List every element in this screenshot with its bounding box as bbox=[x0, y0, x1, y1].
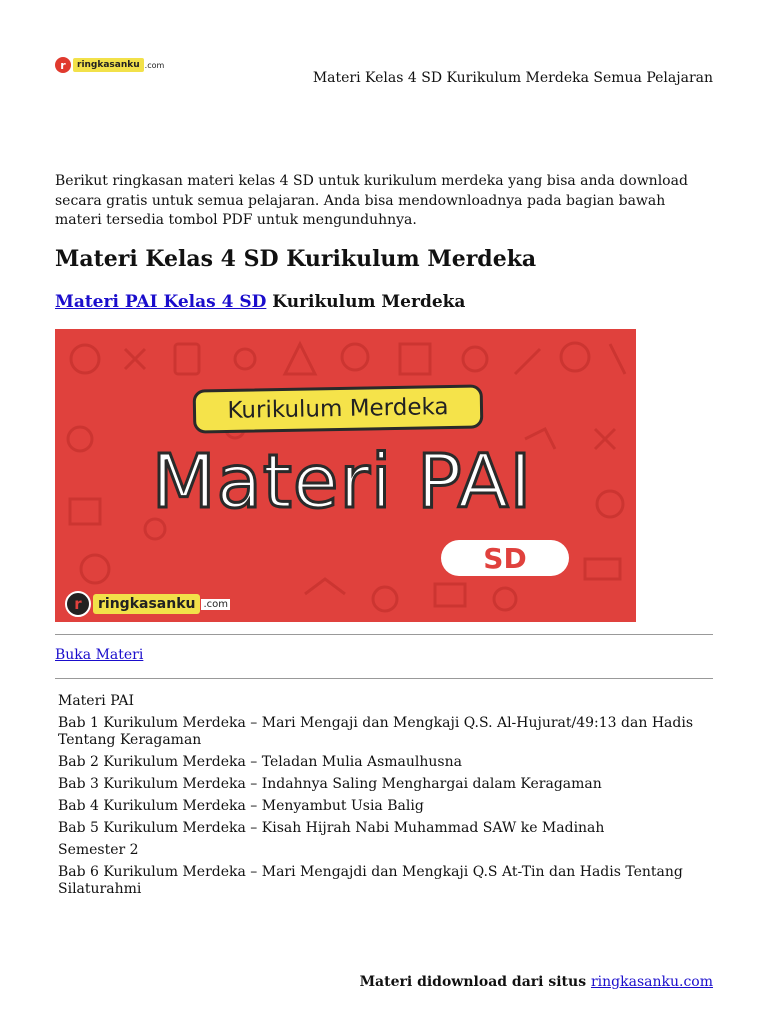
divider-bottom bbox=[55, 678, 713, 679]
footer-source bbox=[360, 974, 713, 990]
chapter-list bbox=[58, 693, 708, 903]
logo-mark-icon: r bbox=[55, 57, 71, 73]
footer-prefix: Materi didownload dari situs bbox=[359, 974, 591, 990]
list-item: Bab 1 Kurikulum Merdeka – Mari Mengaji dan Mengkaji Q.S. Al-Hujurat/49:13 dan Hadis Tentang Keragaman bbox=[58, 715, 693, 748]
list-item: Bab 5 Kurikulum Merdeka – Kisah Hijrah Nabi Muhammad SAW ke Madinah bbox=[58, 820, 605, 836]
open-materi-link[interactable]: Buka Materi bbox=[55, 647, 144, 663]
intro-paragraph: Berikut ringkasan materi kelas 4 SD untuk kurikulum merdeka yang bisa anda download secara gratis untuk semua pelajaran. Anda bisa mendownloadnya pada bagian bawah materi tersedia tombol PDF untuk mengunduhnya. bbox=[55, 173, 688, 228]
banner-logo-wordmark: ringkasanku bbox=[93, 594, 200, 614]
banner-logo-domain: .com bbox=[203, 598, 229, 610]
logo-domain: .com bbox=[144, 60, 165, 70]
page-header-title: Materi Kelas 4 SD Kurikulum Merdeka Semua Pelajaran bbox=[312, 70, 713, 86]
logo-wordmark: ringkasanku bbox=[73, 58, 144, 72]
site-logo[interactable] bbox=[55, 56, 177, 74]
section-heading bbox=[55, 292, 465, 312]
page-title: Materi Kelas 4 SD Kurikulum Merdeka bbox=[55, 246, 537, 272]
list-item: Bab 3 Kurikulum Merdeka – Indahnya Saling Menghargai dalam Keragaman bbox=[58, 776, 602, 792]
materi-pai-link[interactable]: Materi PAI Kelas 4 SD bbox=[55, 292, 267, 312]
footer-site-link[interactable]: ringkasanku.com bbox=[590, 974, 713, 990]
section-heading-rest: Kurikulum Merdeka bbox=[266, 292, 466, 312]
banner-logo-mark-icon: r bbox=[65, 591, 91, 617]
divider-top bbox=[55, 634, 713, 635]
curriculum-tag: Kurikulum Merdeka bbox=[193, 384, 484, 433]
list-item: Semester 2 bbox=[58, 842, 139, 858]
list-item: Bab 6 Kurikulum Merdeka – Mari Mengajdi dan Mengkaji Q.S At-Tin dan Hadis Tentang Silaturahmi bbox=[58, 864, 683, 897]
banner-title: Materi PAI bbox=[151, 439, 533, 525]
list-item: Bab 2 Kurikulum Merdeka – Teladan Mulia Asmaulhusna bbox=[58, 754, 462, 770]
list-item: Bab 4 Kurikulum Merdeka – Menyambut Usia Balig bbox=[58, 798, 424, 814]
level-badge: SD bbox=[441, 540, 569, 576]
banner-logo bbox=[65, 591, 230, 617]
banner-image bbox=[55, 329, 636, 622]
list-item: Materi PAI bbox=[58, 693, 134, 709]
